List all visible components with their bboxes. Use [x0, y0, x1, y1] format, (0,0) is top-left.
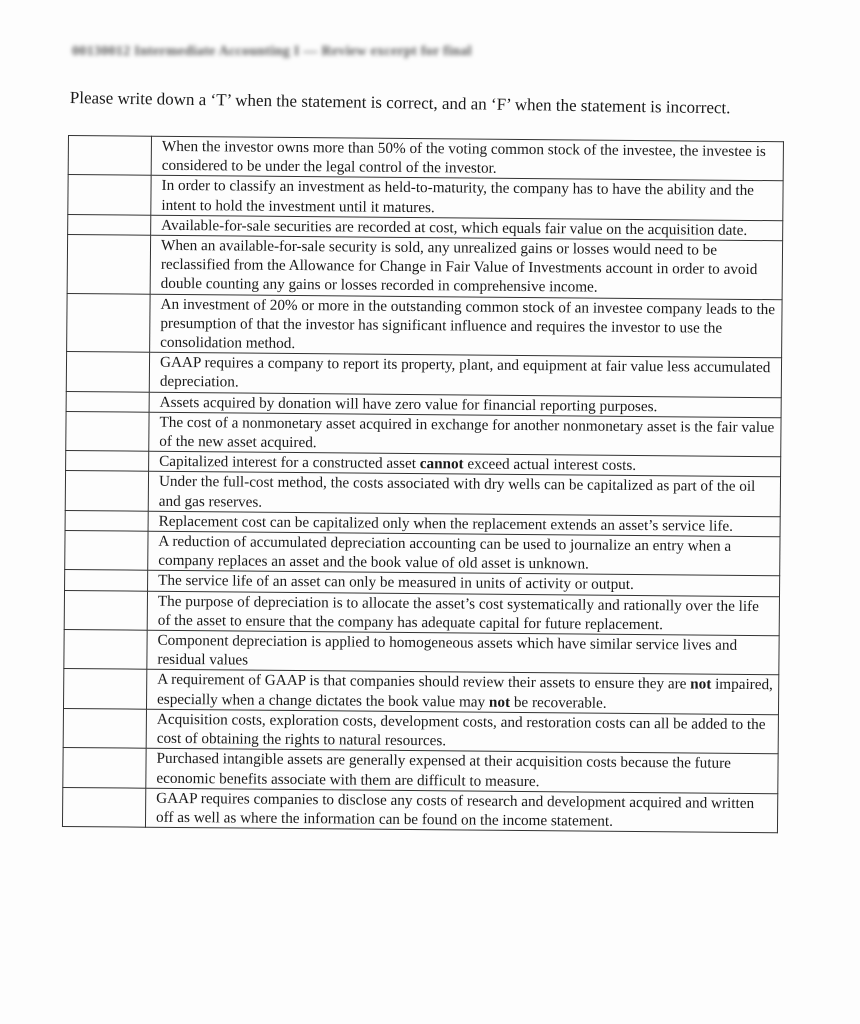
- statement-text: [147, 591, 779, 636]
- statement-segment: In order to classify an investment as held-to-maturity, the company has to have the ability and the intent to hold the investment until it matures.: [161, 177, 755, 216]
- statement-text: [151, 136, 783, 181]
- statement-row: [67, 293, 782, 358]
- statement-segment: Under the full-cost method, the costs associated with dry wells can be capitalized as part of the oil and gas reserves.: [158, 473, 756, 511]
- statement-segment: Purchased intangible assets are generally expensed at their acquisition costs because the future economic benefits associate with them are difficult to measure.: [156, 750, 732, 790]
- statement-text: [147, 630, 779, 675]
- answer-blank[interactable]: [66, 391, 149, 412]
- statement-segment: Acquisition costs, exploration costs, development costs, and restoration costs can all be added to the cost of obtaining the rights to natural resources.: [156, 710, 766, 750]
- answer-blank[interactable]: [68, 214, 151, 235]
- answer-blank[interactable]: [67, 293, 151, 352]
- statement-row: [67, 235, 782, 300]
- answer-blank[interactable]: [63, 669, 146, 709]
- statement-segment: Assets acquired by donation will have zero value for financial reporting purposes.: [159, 393, 658, 415]
- statement-row: [68, 175, 783, 221]
- answer-blank[interactable]: [65, 531, 148, 571]
- emphasis-text: not: [690, 675, 712, 694]
- statement-segment: A requirement of GAAP is that companies should review their assets to ensure they are: [157, 671, 691, 693]
- emphasis-text: cannot: [419, 455, 464, 473]
- statement-segment: exceed actual interest costs.: [463, 455, 637, 475]
- answer-blank[interactable]: [67, 235, 151, 294]
- statement-segment: An investment of 20% or more in the outstanding common stock of an investee company leads to the presumption of that the investor has significant influence and requires the investor to use the consolidation method.: [160, 295, 776, 353]
- answer-blank[interactable]: [65, 471, 148, 511]
- true-false-table: [62, 135, 784, 833]
- statement-segment: When the investor owns more than 50% of the voting common stock of the investee, the investee is considered to be under the legal control of the investor.: [161, 137, 766, 177]
- statement-text: [145, 788, 777, 833]
- course-title: 00130012 Intermediate Accounting I — Review excerpt for final: [72, 44, 472, 59]
- statement-text: [148, 531, 780, 576]
- answer-blank[interactable]: [68, 175, 151, 215]
- statement-segment: When an available-for-sale security is sold, any unrealized gains or losses would need to be reclassified from the Allowance for Change in Fair Value of Investments account in order to avoid double counting any gains or losses recorded in comprehensive income.: [160, 236, 758, 297]
- statement-segment: A reduction of accumulated depreciation accounting can be used to journalize an entry when a company replaces an asset and the book value of old asset is unknown.: [158, 532, 732, 573]
- statement-row: [63, 669, 778, 715]
- emphasis-text: not: [488, 693, 511, 711]
- statement-segment: Capitalized interest for a constructed asset: [159, 453, 420, 473]
- statement-segment: The purpose of depreciation is to allocate the asset’s cost systematically and rationally over the life of the asset to ensure that the company has adequate capital for future replacement.: [157, 592, 759, 634]
- answer-blank[interactable]: [66, 352, 149, 392]
- statement-row: [68, 136, 783, 182]
- answer-blank[interactable]: [63, 748, 146, 788]
- statement-text: [149, 412, 781, 457]
- instructions-text: Please write down a ‘T’ when the statement is correct, and an ‘F’ when the statement is incorrect.: [69, 88, 731, 118]
- statement-row: [66, 352, 781, 398]
- answer-blank[interactable]: [64, 630, 147, 670]
- statement-segment: GAAP requires companies to disclose any costs of research and development acquired and written off as well as where the information can be found on the income statement.: [155, 789, 755, 830]
- statement-row: [64, 630, 779, 676]
- statement-row: [65, 531, 780, 577]
- statement-text: [150, 235, 782, 299]
- statement-text: [146, 709, 778, 754]
- statement-segment: impaired, especially when a change dictates the book value may: [157, 676, 773, 711]
- statement-segment: Available-for-sale securities are recorded at cost, which equals fair value on the acquisition date.: [161, 216, 748, 239]
- statement-segment: The cost of a nonmonetary asset acquired in exchange for another nonmonetary asset is the fair value of the new asset acquired.: [159, 413, 775, 452]
- statement-text: [146, 749, 778, 794]
- answer-blank[interactable]: [66, 451, 149, 472]
- answer-blank[interactable]: [65, 510, 148, 531]
- statement-row: [63, 708, 778, 754]
- statement-row: [65, 471, 780, 517]
- statement-row: [62, 787, 777, 833]
- statement-segment: The service life of an asset can only be measured in units of activity or output.: [158, 572, 634, 594]
- statement-text: [149, 352, 781, 397]
- statement-segment: Component depreciation is applied to homogeneous assets which have similar service lives and residual values: [157, 631, 738, 669]
- answer-blank[interactable]: [63, 708, 146, 748]
- statement-text: [146, 670, 778, 715]
- statement-row: [63, 748, 778, 794]
- answer-blank[interactable]: [65, 570, 148, 591]
- statement-row: [64, 590, 779, 636]
- statement-segment: GAAP requires a company to report its property, plant, and equipment at fair value less accumulated depreciation.: [159, 354, 771, 391]
- statement-text: [151, 176, 783, 221]
- statement-segment: Replacement cost can be capitalized only when the replacement extends an asset’s service life.: [158, 512, 734, 535]
- answer-blank[interactable]: [68, 136, 151, 176]
- statement-text: [150, 294, 782, 358]
- statement-text: [148, 472, 780, 517]
- answer-blank[interactable]: [64, 590, 147, 630]
- statement-segment: be recoverable.: [509, 693, 607, 712]
- statement-row: [66, 411, 781, 457]
- answer-blank[interactable]: [66, 411, 149, 451]
- answer-blank[interactable]: [62, 787, 145, 827]
